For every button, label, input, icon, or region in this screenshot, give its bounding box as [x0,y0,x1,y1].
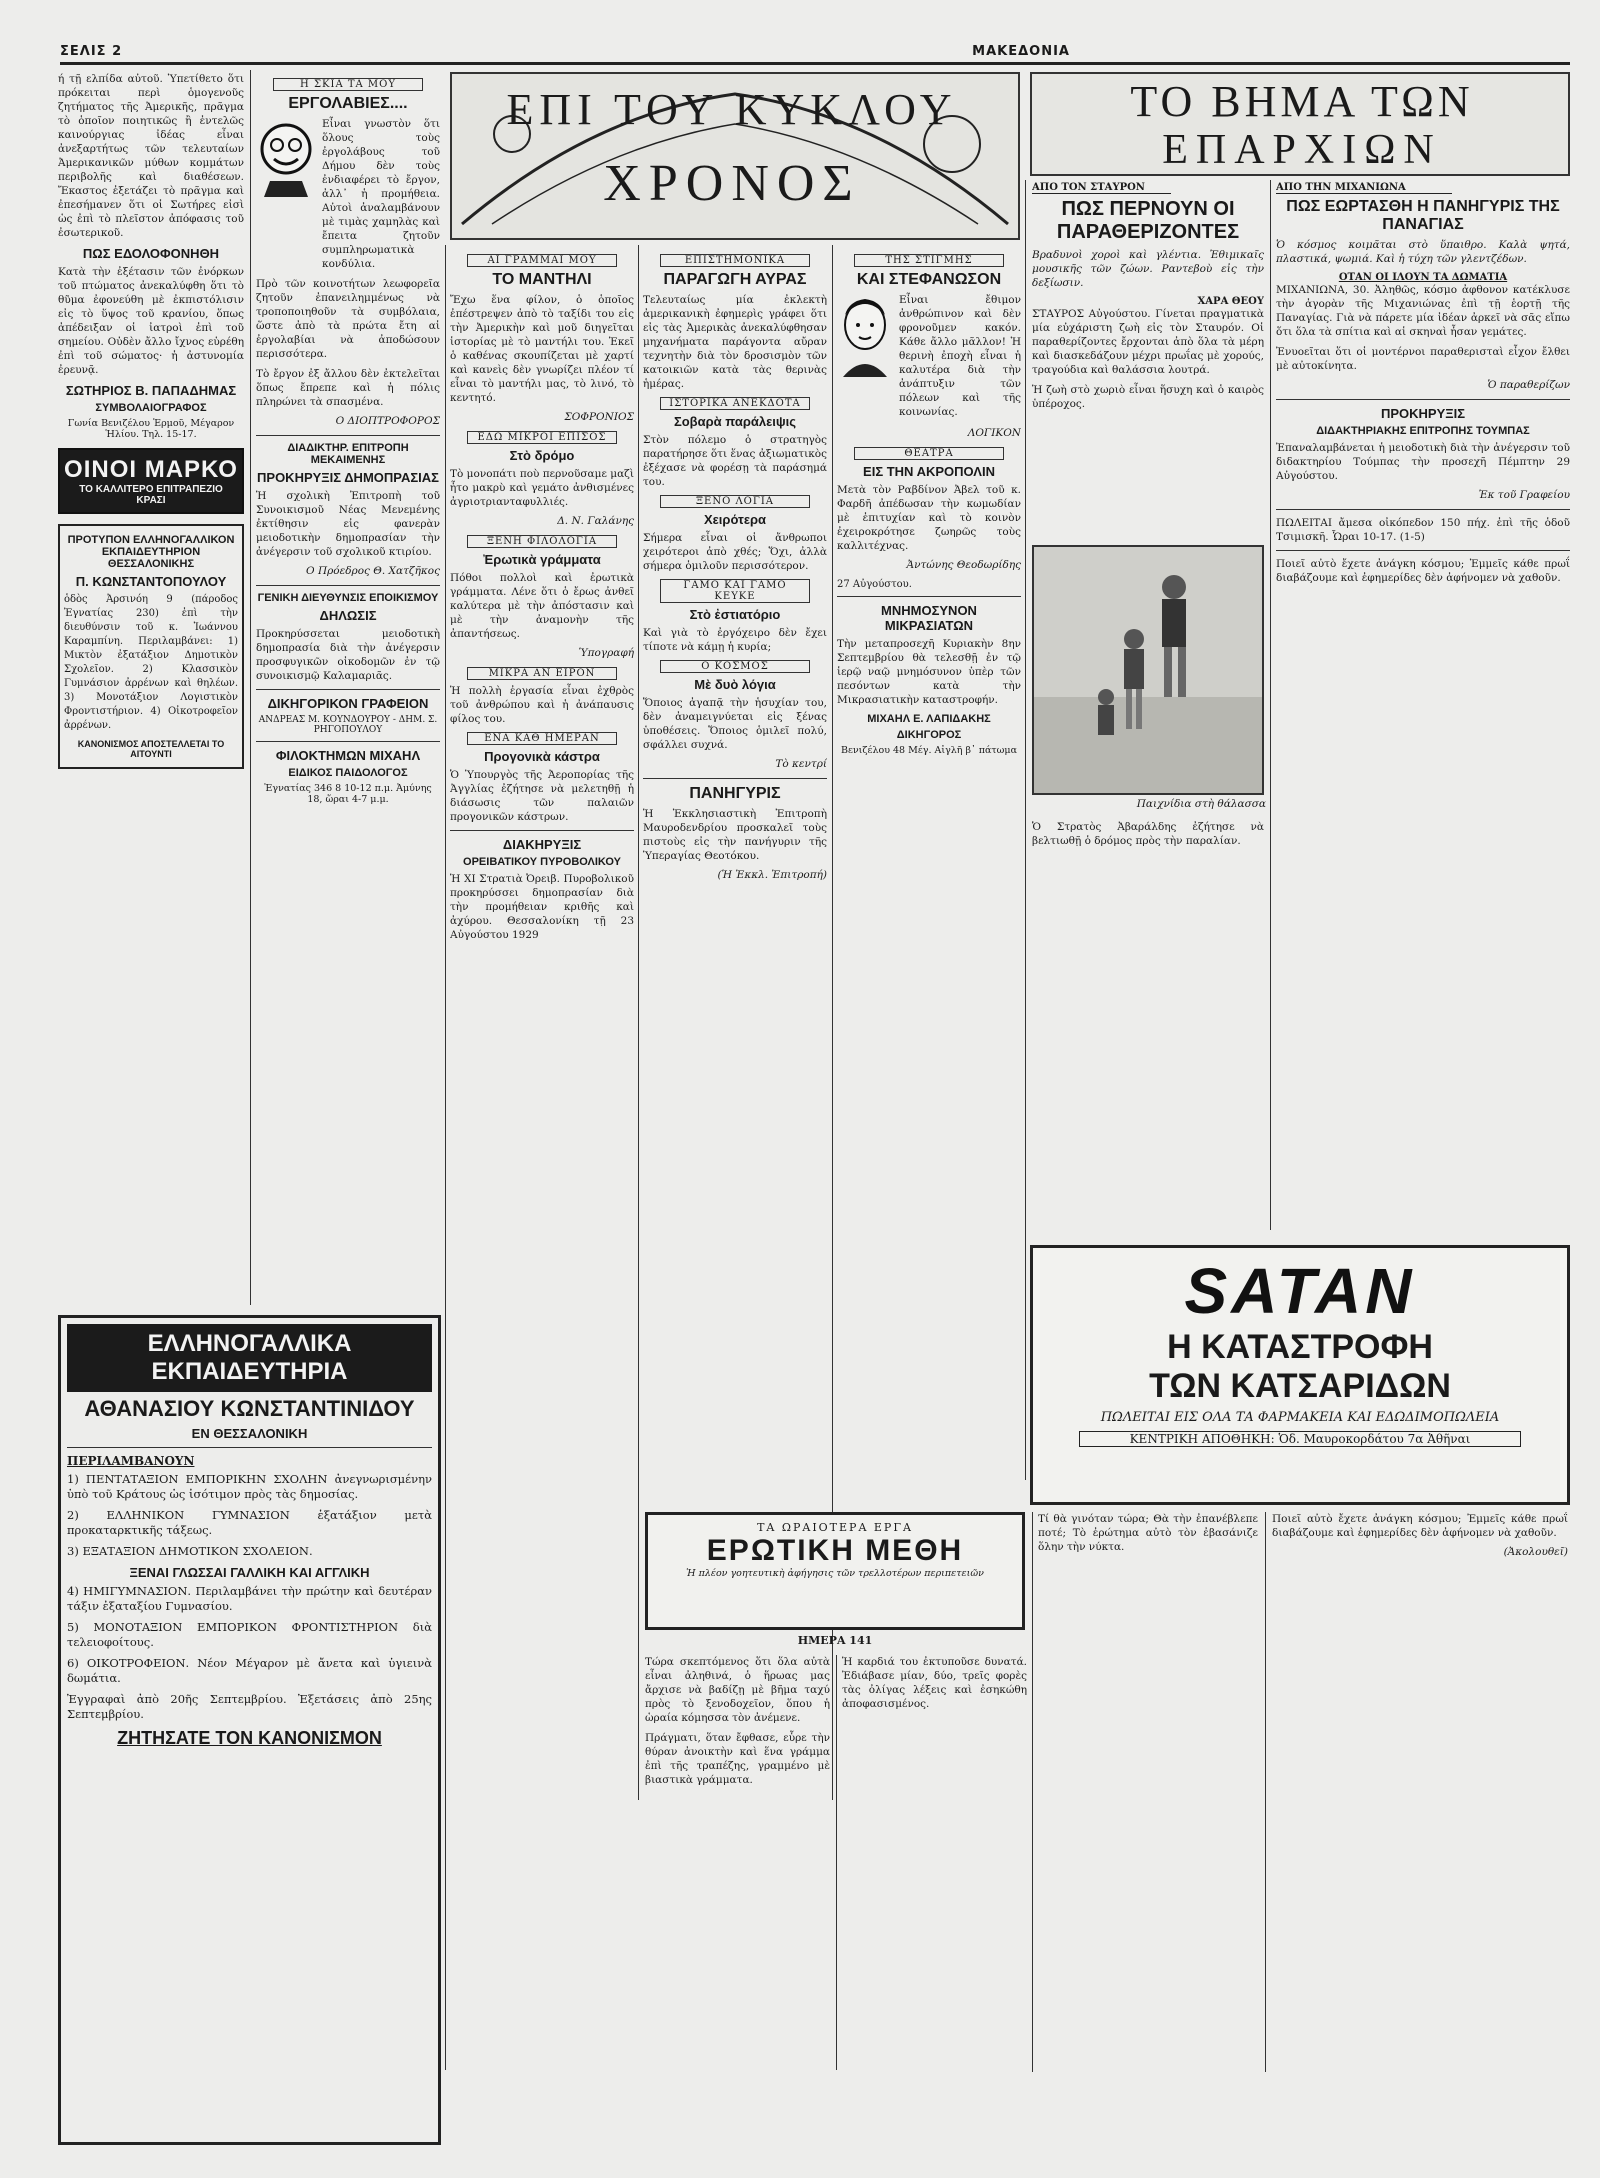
caricature-portrait [256,117,316,197]
beach-photograph [1032,545,1264,795]
article-heading: ΠΑΝΗΓΥΡΙΣ [689,785,781,802]
banner-line-2: ΕΠΑΡΧΙΩΝ [1162,127,1442,173]
article-heading: Σοβαρὰ παράλειψις [673,414,797,429]
column-6-continued [1032,820,1264,1240]
serial-kicker: ΤΑ ΩΡΑΙΟΤΕΡΑ ΕΡΓΑ [757,1521,913,1534]
ad-line-4: ΚΕΝΤΡΙΚΗ ΑΠΟΘΗΚΗ: Ὁδ. Μαυροκορδάτου 7α Ἀθῆναι [1079,1431,1521,1447]
article-signature: Ο ΔΙΟΠΤΡΟΦΟΡΟΣ [335,415,440,427]
column-rule [1025,180,1026,1480]
article-body: Ὁ Ὑπουργὸς τῆς Ἀεροπορίας τῆς Ἀγγλίας ἐζήτησε νὰ μελετηθῇ ἡ διάσωσις τῶν παλαιῶν προγονικῶν κάστρων. [450,769,634,823]
notice-subtitle: ΠΡΟΚΗΡΥΞΙΣ ΔΗΜΟΠΡΑΣΙΑΣ [257,470,439,485]
article-verse: Βραδυνοὶ χοροὶ καὶ γλέντια. Ἐθιμικαῖς μουσικῆς τῶν ζώων. Ραντεβοὺ εἰς τὴν δεξίωσιν. [1032,249,1264,289]
article-heading: ΠΩΣ ΕΔΟΛΟΦΟΝΗΘΗ [82,246,220,261]
lawyer-name: ΜΙΧΑΗΛ Ε. ΛΑΠΙΔΑΚΗΣ [867,713,991,725]
notice-title: ΓΕΝΙΚΗ ΔΙΕΥΘΥΝΣΙΣ ΕΠΟΙΚΙΣΜΟΥ [257,592,439,604]
article-body: Ποιεῖ αὐτὸ ἔχετε ἀνάγκη κόσμου; Ἐμμεῖς κάθε πρωΐ διαβάζουμε καὶ ἐφημερίδες δὲν ἀφήνομεν νὰ χαθοῦν. [1276,558,1570,584]
section-kicker: ΘΕΑΤΡΑ [854,447,1003,460]
ad-line-3: ΠΩΛΕΙΤΑΙ ΕΙΣ ΟΛΑ ΤΑ ΦΑΡΜΑΚΕΙΑ ΚΑΙ ΕΔΩΔΙΜΟΠΩΛΕΙΑ [1100,1410,1500,1425]
serial-column-2 [842,1655,1027,2070]
article-signature: Ἀντώνης Θεοδωρίδης [906,559,1021,571]
section-kicker: ΙΣΤΟΡΙΚΑ ΑΝΕΚΔΟΤΑ [660,397,809,410]
article-signature: Τὸ κεντρί [775,758,827,770]
section-kicker: ΤΗΣ ΣΤΙΓΜΗΣ [854,254,1003,267]
serial-column-4 [1272,1512,1568,2072]
article-heading: ΠΩΣ ΕΩΡΤΑΣΘΗ Η ΠΑΝΗΓΥΡΙΣ ΤΗΣ ΠΑΝΑΓΙΑΣ [1286,198,1560,233]
article-heading: ΠΩΣ ΠΕΡΝΟΥΝ ΟΙ ΠΑΡΑΘΕΡΙΖΟΝΤΕΣ [1056,198,1240,243]
school-ad-name: ΑΘΑΝΑΣΙΟΥ ΚΩΝΣΤΑΝΤΙΝΙΔΟΥ [84,1396,415,1421]
satan-insecticide-advertisement [1030,1245,1570,1505]
section-banner [1030,72,1570,176]
article-body: Στὸν πόλεμο ὁ στρατηγὸς παρατήρησε ὅτι ἕνας ἀξιωματικὸς ἐξέχασε νὰ φορέσῃ τὰ παράσημά του. [643,434,827,488]
feature-title-line-1: ΕΠΙ ΤΟΥ ΚΥΚΛΟΥ [506,85,958,134]
school-footer: ΚΑΝΟΝΙΣΜΟΣ ΑΠΟΣΤΕΛΛΕΤΑΙ ΤΟ ΑΙΤΟΥΝΤΙ [77,739,225,759]
article-body: Καὶ γιὰ τὸ ἐργόχειρο δὲν ἔχει τίποτε νὰ κάμῃ ἡ κυρία; [643,627,827,653]
doctor-name: ΦΙΛΟΚΤΗΜΩΝ ΜΙΧΑΗΛ [275,748,421,763]
ad-brand: SATAN [1184,1255,1416,1327]
sale-notice: ΠΩΛΕΙΤΑΙ ἄμεσα οἰκόπεδον 150 πήχ. ἐπὶ τῆς ὁδοῦ Τσιμισκῆ. Ὧραι 10-17. (1-5) [1276,517,1570,543]
column-rule [1265,1512,1266,2072]
section-kicker: ΜΙΚΡΑ ΑΝ ΕΙΡΟΝ [467,667,616,680]
serial-column-3 [1038,1512,1258,2072]
article-heading: ΚΑΙ ΣΤΕΦΑΝΩΣΟΝ [856,271,1002,288]
doctor-address: Ἐγνατίας 346 8 10-12 π.μ. Ἀμύνης 18, ὥραι 4-7 μ.μ. [264,783,432,805]
article-signature: ΣΟΦΡΟΝΙΟΣ [564,411,634,423]
newspaper-title: ΜΑΚΕΔΟΝΙΑ [972,44,1070,59]
wine-ad-title: ΟΙΝΟΙ ΜΑΡΚΟ [64,456,238,483]
article-heading: Χειρότερα [703,512,767,527]
article-body: Ἐνυοεῖται ὅτι οἱ μοντέρνοι παραθερισταὶ εἶχον ἔλθει μὲ αὐτοκίνητα. [1276,346,1570,372]
article-body: Ἡ ζωὴ στὸ χωριὸ εἶναι ἥσυχη καὶ ὁ καιρὸς ὑπέροχος. [1032,384,1264,410]
article-heading: Ἐρωτικὰ γράμματα [483,552,601,567]
article-heading: ΤΟ ΜΑΝΤΗΛΙ [492,271,592,288]
school-ad-languages: ΞΕΝΑΙ ΓΛΩΣΣΑΙ ΓΑΛΛΙΚΗ ΚΑΙ ΑΓΓΛΙΚΗ [129,1565,370,1580]
section-kicker: ΕΠΙΣΤΗΜΟΝΙΚΑ [660,254,809,267]
article-body: Σήμερα εἶναι οἱ ἄνθρωποι χειρότεροι ἀπὸ χθές; Ὅχι, ἀλλὰ σήμερα ὁμιλοῦν περισσότερον. [643,532,827,572]
column-rule [250,70,251,1305]
notice-body: Ἡ σχολικὴ Ἐπιτροπὴ τοῦ Συνοικισμοῦ Νέας Μενεμένης ἐκτίθησιν εἰς φανερὰν μειοδοτικὴν δημοπρασίαν τὴν ἀνέγερσιν τοῦ σχολικοῦ κτιρίου. [256,490,440,558]
notice-title: ΔΙΑΚΗΡΥΞΙΣ [502,837,582,852]
serial-text: Τώρα σκεπτόμενος ὅτι ὅλα αὐτὰ εἶναι ἀληθινά, ὁ ἥρωας μας ἄρχισε νὰ βαδίζῃ μὲ βῆμα ταχύ πρὸς τὸ ξενοδοχεῖον, ὅπου ἡ ὡραία κόμησσα τὸν ἀνέμενε. [645,1656,830,1724]
section-kicker: ΞΕΝΟ ΛΟΓΙΑ [660,495,809,508]
article-heading: Στὸ δρόμο [509,448,575,463]
section-kicker: ΓΑΜΟ ΚΑΙ ΓΑΜΟ ΚΕΥΚΕ [660,579,809,603]
children-at-beach-image [1034,547,1262,793]
serial-title: ΕΡΩΤΙΚΗ ΜΕΘΗ [706,1534,964,1567]
article-body: Εἶναι γνωστὸν ὅτι ὅλους τοὺς ἐργολάβους τοῦ Δήμου δὲν τοὺς ἐνδιαφέρει τὸ ἔργον, ἀλλ᾽ ἡ προμήθεια. Αὐτοὶ ἀναλαμβάνουν μὲ τιμὰς χαμηλὰς καὶ ἔπειτα ζητοῦν συμπληρωματικὰ κονδύλια. [322,118,440,270]
section-kicker: Ο ΚΟΣΜΟΣ [660,660,809,673]
lawyer-role: ΔΙΚΗΓΟΡΟΣ [896,729,962,741]
article-heading: Προγονικὰ κάστρα [484,749,600,764]
feature-title-illustration [450,72,1020,240]
article-body: Τὴν μεταπροσεχῆ Κυριακὴν 8ην Σεπτεμβρίου θὰ τελεσθῇ ἐν τῷ ἱερῷ ναῷ μνημόσυνον ὑπὲρ τῶν πεσόντων κατὰ τὴν Μικρασιατικὴν καταστροφήν. [837,638,1021,706]
serial-text: Ἡ καρδιά του ἐκτυποῦσε δυνατά. Ἐδιάβασε μίαν, δύο, τρεῖς φορὲς τὰς ὀλίγας λέξεις καὶ ἐσηκώθη ἀποφασισμένος. [842,1656,1027,1710]
article-signature: (Ἡ Ἐκκλ. Ἐπιτροπή) [717,869,827,881]
school-title: ΠΡΟΤΥΠΟΝ ΕΛΛΗΝΟΓΑΛΛΙΚΟΝ ΕΚΠΑΙΔΕΥΤΗΡΙΟΝ ΘΕΣΣΑΛΟΝΙΚΗΣ [67,534,235,570]
article-body: Ἡ Ἐκκλησιαστικὴ Ἐπιτροπὴ Μαυροδενδρίου προσκαλεῖ τοὺς πιστοὺς εἰς τὴν πανήγυριν τῆς Ὑπεραγίας Θεοτόκου. [643,808,827,862]
section-kicker: ΑΙ ΓΡΑΜΜΑΙ ΜΟΥ [467,254,616,267]
article-body: Πρὸ τῶν κοινοτήτων λεωφορεῖα ζητοῦν ἐπανειλημμένως νὰ τροποποιηθοῦν τὰ συμβόλαια, ὥστε ἀπὸ τὰ πρώτα ἔτη αἱ ἐργολαβίαι νὰ ἀποδώσουν περισσότερα. [256,278,440,360]
wine-ad-slogan: ΤΟ ΚΑΛΛΙΤΕΡΟ ΕΠΙΤΡΑΠΕΖΙΟ ΚΡΑΣΙ [79,484,223,506]
ad-line-1: Η ΚΑΤΑΣΤΡΟΦΗ [1167,1328,1433,1366]
notary-address: Γωνία Βενιζέλου Ἑρμοῦ, Μέγαρον Ἡλίου. Τηλ. 15-17. [67,418,235,440]
law-office-title: ΔΙΚΗΓΟΡΙΚΟΝ ΓΡΑΦΕΙΟΝ [267,696,429,711]
notice-body: Προκηρύσσεται μειοδοτικὴ δημοπρασία διὰ τὴν ἀνέγερσιν προσφυγικῶν οἰκοδομῶν ἐν τῷ συνοικισμῷ Καλαμαριᾶς. [256,628,440,682]
serial-continued: (Ἀκολουθεῖ) [1503,1546,1568,1558]
section-kicker: ΕΝΑ ΚΑΘ ΗΜΕΡΑΝ [467,732,616,745]
article-signature: Ὁ παραθερίζων [1487,379,1570,391]
wine-advertisement [58,448,244,514]
article-subkicker: ΟΤΑΝ ΟΙ ΙΛΟΥΝ ΤΑ ΔΩΜΑΤΙΑ [1338,272,1508,283]
article-signature: Δ. Ν. Γαλάνης [557,515,634,527]
lawyer-address: Βενιζέλου 48 Μέγ. Αἰγλῆ β᾽ πάτωμα [841,745,1017,756]
notary-role: ΣΥΜΒΟΛΑΙΟΓΡΑΦΟΣ [95,402,207,414]
notice-title: ΠΡΟΚΗΡΥΞΙΣ [1380,406,1466,421]
article-heading: Στὸ ἐστιατόριο [689,607,781,622]
column-3 [450,248,634,2068]
section-kicker: ΑΠΟ ΤΟΝ ΣΤΑΥΡΟΝ [1032,182,1171,194]
school-description: ὁδὸς Ἀρσινόη 9 (πάροδος Ἐγνατίας 230) ἐπὶ τὴν διευθύνσιν τοῦ κ. Ἰωάννου Καραμπίνη. Περιλαμβάνει: 1) Μικτὸν ἐξατάξιον Δημοτικὸν Σχολεῖον. 2) Κλασσικὸν Γυμνάσιον ἀρρένων καὶ θηλέων. 3) Μονοτάξιον Λογιστικὸν Φροντιστήριον. 4) Οἰκοτροφεῖον ἀρρένων. [64,594,238,731]
school-advertisement-large [58,1315,441,2145]
law-office-names: ΑΝΔΡΕΑΣ Μ. ΚΟΥΝΔΟΥΡΟΥ - ΔΗΜ. Σ. ΡΗΓΟΠΟΥΛΟΥ [258,715,438,735]
school-advertisement [58,524,244,769]
feature-title-line-2: ΧΡΟΝΟΣ [603,155,861,212]
school-owner: Π. ΚΩΝΣΤΑΝΤΟΠΟΥΛΟΥ [75,574,227,589]
article-signature: Ὑπογραφή [578,647,634,659]
masthead [60,44,1570,65]
article-body: Ἔχω ἕνα φίλον, ὁ ὁποῖος ἐπέστρεψεν ἀπὸ τὸ ταξίδι του εἰς τὴν Ἀμερικὴν καὶ μοῦ διηγεῖται ἱστορίας μὲ τὸ μαντήλι του. Ἐκεῖ ὁ καθένας σκουπίζεται μὲ χαρτί καὶ κανεὶς δὲν γνωρίζει πλέον τί εἶναι τὸ μαντήλι μας, τὸ λινό, τὸ κεντητό. [450,294,634,404]
lead-text: ή τῇ ελπίδα αὐτοῦ. Ὑπετίθετο ὅτι πρόκειται περὶ ὁμογενοῦς ζητήματος τῆς Ἀμερικῆς, πρᾶγμα τὸ ὁποῖον ποιητικῶς ἢ ἐντελῶς καινούργιας ἰδέας εἶναι ἀνεξαρτήτως τῶν τελευταίων Ἀμερικανικῶν μύθων κομμάτων περιβολῆς καὶ διαθέσεων. Ἔκαστος ἐξετάζει τὸ πρᾶγμα καὶ ἐπεσήμανεν ὅτι οἱ Σωτήρες εἰσὶ ὡς ἐπὶ τὸ πλεῖστον ἀπόφασις τοῦ ἐσωτερικοῦ. [58,73,244,239]
article-heading: ΠΑΡΑΓΩΓΗ ΑΥΡΑΣ [663,271,807,288]
article-body: Ὅποιος ἀγαπᾷ τὴν ἡσυχίαν του, δὲν ἀναμειγνύεται εἰς ξένας ὑποθέσεις. Ὅποιος ὁμιλεῖ πολύ, σφάλλει συχνά. [643,697,827,751]
notice-title: ΔΙΑΔΙΚΤΗΡ. ΕΠΙΤΡΟΠΗ ΜΕΚΑΙΜΕΝΗΣ [287,442,409,466]
column-7 [1276,182,1570,1232]
ad-line-2: ΤΩΝ ΚΑΤΣΑΡΙΔΩΝ [1149,1367,1451,1405]
article-body: Μετὰ τὸν Ραβδίνον Ἀβελ τοῦ κ. Φαρδῆ ἀπέδωσαν τὴν κωμωδίαν μὲ ἐπιτυχίαν καὶ τὸ κοινὸν ἐχειροκρότησε ζωηρῶς τοὺς καλλιτέχνας. [837,484,1021,552]
school-ad-item: 1) ΠΕΝΤΑΤΑΞΙΟΝ ΕΜΠΟΡΙΚΗΝ ΣΧΟΛΗΝ ἀνεγνωρισμένην ὑπὸ τοῦ Κράτους ὡς ἰσότιμον πρὸς τὰς δημοσίας. [67,1472,432,1501]
school-ad-place: ΕΝ ΘΕΣΣΑΛΟΝΙΚΗ [191,1426,308,1441]
woman-portrait-sketch [837,293,893,377]
photo-caption: Παιχνίδια στὴ θάλασσα [1136,798,1266,810]
column-rule [1270,180,1271,1230]
article-body: Ἡ πολλὴ ἐργασία εἶναι ἐχθρὸς τοῦ ἀνθρώπου καὶ ἡ ἀνάπαυσις φίλος του. [450,685,634,725]
article-body: ΣΤΑΥΡΟΣ Αὐγούστου. Γίνεται πραγματικὰ μία εὐχάριστη ζωὴ εἰς τὸν Σταυρόν. Οἱ παραθερίζοντες ἔρχονται ἀπὸ ὅλα τὰ μέρη καὶ διασκεδάζουν μέχρι πρωΐας μὲ χορούς, τραγούδια καὶ θαλάσσια λουτρά. [1032,308,1264,376]
doctor-specialty: ΕΙΔΙΚΟΣ ΠΑΙΔΟΛΟΓΟΣ [288,767,408,779]
serial-subtitle: Ἡ πλέον γοητευτικὴ ἀφήγησις τῶν τρελλοτέρων περιπετειῶν [686,1568,984,1579]
school-ad-item: 4) ΗΜΙΓΥΜΝΑΣΙΟΝ. Περιλαμβάνει τὴν πρώτην καὶ δευτέραν τάξιν ἐξαταξίου Γυμνασίου. [67,1584,432,1613]
school-ad-footer: ΖΗΤΗΣΑΤΕ ΤΟΝ ΚΑΝΟΝΙΣΜΟΝ [117,1728,382,1748]
article-heading: ΕΙΣ ΤΗΝ ΑΚΡΟΠΟΛΙΝ [863,464,995,479]
column-1 [58,72,244,1307]
serial-column-1 [645,1655,830,2070]
article-body: Τελευταίως μία ἐκλεκτὴ ἀμερικανικὴ ἐφημερὶς γράφει ὅτι εἰς τὰς Ἀμερικὰς ἀνεκαλύφθησαν μηχανήματα παράγοντα αὔραν τεχνητὴν διὰ τὸν δροσισμὸν τῶν κατοικιῶν κατὰ τὰς θερινὰς ἡμέρας. [643,294,827,390]
serial-text: Ποιεῖ αὐτὸ ἔχετε ἀνάγκη κόσμου; Ἐμμεῖς κάθε πρωΐ διαβάζουμε καὶ ἐφημερίδες δὲν ἀφήνομεν νὰ χαθοῦν. [1272,1513,1568,1539]
column-5 [837,248,1021,1478]
article-signature: ΛΟΓΙΚΟΝ [967,427,1021,439]
column-rule [836,1655,837,2070]
section-kicker: Η ΣΚΙΑ ΤΑ ΜΟΥ [273,78,422,91]
serial-text: Πράγματι, ὅταν ἔφθασε, εὗρε τὴν θύραν ἀνοικτὴν καὶ ἕνα γράμμα ἐπὶ τῆς τραπέζης, γραμμένο μὲ βιαστικὰ γράμματα. [645,1732,830,1786]
notary-name: ΣΩΤΗΡΙΟΣ Β. ΠΑΠΑΔΗΜΑΣ [65,383,237,398]
article-body: ΜΙΧΑΝΙΩΝΑ, 30. Ἀληθῶς, κόσμο ἀφθονον κατέκλυσε τὴν ἀγορὰν τῆς Μιχανιώνας ἐπὶ τῇ ἑορτῇ τῆς Παναγίας. Γιὰ νὰ πάρετε μία ἰδέαν ἀρκεῖ νὰ σᾶς εἴπω ὅτι ὅλα τὰ σπίτια καὶ αἱ σκηναὶ ἦσαν γεμάτες. [1276,284,1570,338]
notice-signature: Ἐκ τοῦ Γραφείου [1478,489,1570,501]
column-rule [1032,1512,1033,2072]
notice-subtitle: ΔΙΔΑΚΤΗΡΙΑΚΗΣ ΕΠΙΤΡΟΠΗΣ ΤΟΥΜΠΑΣ [1316,425,1530,437]
article-body: Εἶναι ἔθιμον ἀνθρώπινον καὶ δὲν φρονοῦμεν κακόν. Κάθε ἄλλο μᾶλλον! Ἡ θερινὴ ἐποχὴ εἶναι ἡ καλυτέρα διὰ τὴν ἀνάπτυξιν τῶν πόλεων καὶ τῆς κοινωνίας. [899,294,1021,418]
banner-line-1: ΤΟ ΒΗΜΑ ΤΩΝ [1130,77,1474,126]
notice-body: Ἐπαναλαμβάνεται ἡ μειοδοτικὴ διὰ τὴν ἀνέγερσιν τοῦ διδακτηρίου Τούμπας τὴν προσεχῆ Πέμπτην 29 Αὐγούστου. [1276,442,1570,482]
school-ad-enrollment: Ἐγγραφαὶ ἀπὸ 20ῆς Σεπτεμβρίου. Ἐξετάσεις ἀπὸ 25ης Σεπτεμβρίου. [67,1692,432,1721]
notice-subtitle: ΟΡΕΙΒΑΤΙΚΟΥ ΠΥΡΟΒΟΛΙΚΟΥ [463,856,621,868]
column-6 [1032,182,1264,542]
section-kicker: ΞΕΝΗ ΦΙΛΟΛΟΓΙΑ [467,535,616,548]
school-ad-item: 3) ΕΞΑΤΑΞΙΟΝ ΔΗΜΟΤΙΚΟΝ ΣΧΟΛΕΙΟΝ. [67,1544,313,1558]
article-heading: ΜΝΗΜΟΣΥΝΟΝ ΜΙΚΡΑΣΙΑΤΩΝ [881,603,977,633]
article-body: Κατὰ τὴν ἐξέτασιν τῶν ἐνόρκων τοῦ πτώματος ἀνεκαλύφθη ὅτι τὸ θῦμα ἐφονεύθη μὲ ἐκπιστόλισιν εἰς τὸ ὕψος τοῦ κρανίου, ὅπως ἀπέδειξαν οἱ ἰατροὶ ἐπὶ τοῦ σημείου. Οὐδὲν ἄλλο ἴχνος εὑρέθη ἐπὶ τοῦ σώματος· ἡ ἀστυνομία ἐρευνᾷ. [58,266,244,376]
article-subkicker: ΧΑΡΑ ΘΕΟΥ [1197,296,1264,307]
article-heading: Μὲ δυὸ λόγια [694,677,776,692]
school-ad-item: 5) ΜΟΝΟΤΑΞΙΟΝ ΕΜΠΟΡΙΚΟΝ ΦΡΟΝΤΙΣΤΗΡΙΟΝ διὰ τελειοφοίτους. [67,1620,432,1649]
article-verse: Ὁ κόσμος κοιμᾶται στὸ ὕπαιθρο. Καλὰ ψητά, πλαστικά, ψωμιά. Καὶ ἡ τύχη τῶν γλεντζέδων. [1276,239,1570,265]
serial-text: Τί θὰ γινόταν τώρα; Θὰ τὴν ἐπανέβλεπε ποτέ; Τὸ ἐρώτημα αὐτὸ τὸν ἐβασάνιζε ὅλην τὴν νύκτα. [1038,1513,1258,1553]
column-rule [638,245,639,1800]
article-body: Τὸ μονοπάτι ποὺ περνοῦσαμε μαζὶ ἦτο μακρὺ καὶ γεμάτο ἀνθισμένες ἀγριοτριανταφυλλιές. [450,468,634,508]
article-body: Ὁ Στρατὸς Ἀβαράλδης ἐζήτησε νὰ βελτιωθῇ ὁ δρόμος πρὸς τὴν παραλίαν. [1032,821,1264,847]
article-date: 27 Αὐγούστου. [837,579,912,590]
article-body: Τὸ ἔργον ἐξ ἄλλου δὲν ἐκτελεῖται ὅπως ἔπρεπε καὶ ἡ πόλις πληρώνει τὰ σπασμένα. [256,368,440,408]
notice-body: Ἡ ΧΙ Στρατιὰ Ὀρειβ. Πυροβολικοῦ προκηρύσσει δημοπρασίαν διὰ τὴν προμήθειαν κριθῆς καὶ ἀχύρου. Θεσσαλονίκη τῇ 23 Αὐγούστου 1929 [450,873,634,941]
school-ad-item: 2) ΕΛΛΗΝΙΚΟΝ ΓΥΜΝΑΣΙΟΝ ἑξατάξιον μετὰ προκαταρκτικῆς τάξεως. [67,1508,432,1537]
article-heading: ΕΡΓΟΛΑΒΙΕΣ.... [288,95,408,112]
column-rule [445,245,446,2070]
article-body: Πόθοι πολλοὶ καὶ ἐρωτικὰ γράμματα. Λένε ὅτι ὁ ἔρως ἀνθεῖ καλύτερα μὲ τὴν ἀπόστασιν καὶ μὲ τὴν ἀναμονὴν τῆς ἀπαντήσεως. [450,572,634,640]
school-ad-item: 6) ΟΙΚΟΤΡΟΦΕΙΟΝ. Νέον Μέγαρον μὲ ἄνετα καὶ ὑγιεινὰ δωμάτια. [67,1656,432,1685]
section-kicker: ΑΠΟ ΤΗΝ ΜΙΧΑΝΙΩΝΑ [1276,182,1452,194]
section-kicker: ΕΔΩ ΜΙΚΡΟΙ ΕΠΙΣΟΣ [467,431,616,444]
serial-header [645,1512,1025,1630]
school-ad-title: ΕΛΛΗΝΟΓΑΛΛΙΚΑ ΕΚΠΑΙΔΕΥΤΗΡΙΑ [67,1324,432,1392]
serial-day: ΗΜΕΡΑ 141 [797,1634,873,1647]
page-number: ΣΕΛΙΣ 2 [60,44,123,59]
notice-signature: Ο Πρόεδρος Θ. Χατζῆκος [306,565,440,577]
notice-subtitle: ΔΗΛΩΣΙΣ [319,608,377,623]
column-2 [256,72,440,1307]
school-ad-includes: ΠΕΡΙΛΑΜΒΑΝΟΥΝ [67,1454,195,1468]
